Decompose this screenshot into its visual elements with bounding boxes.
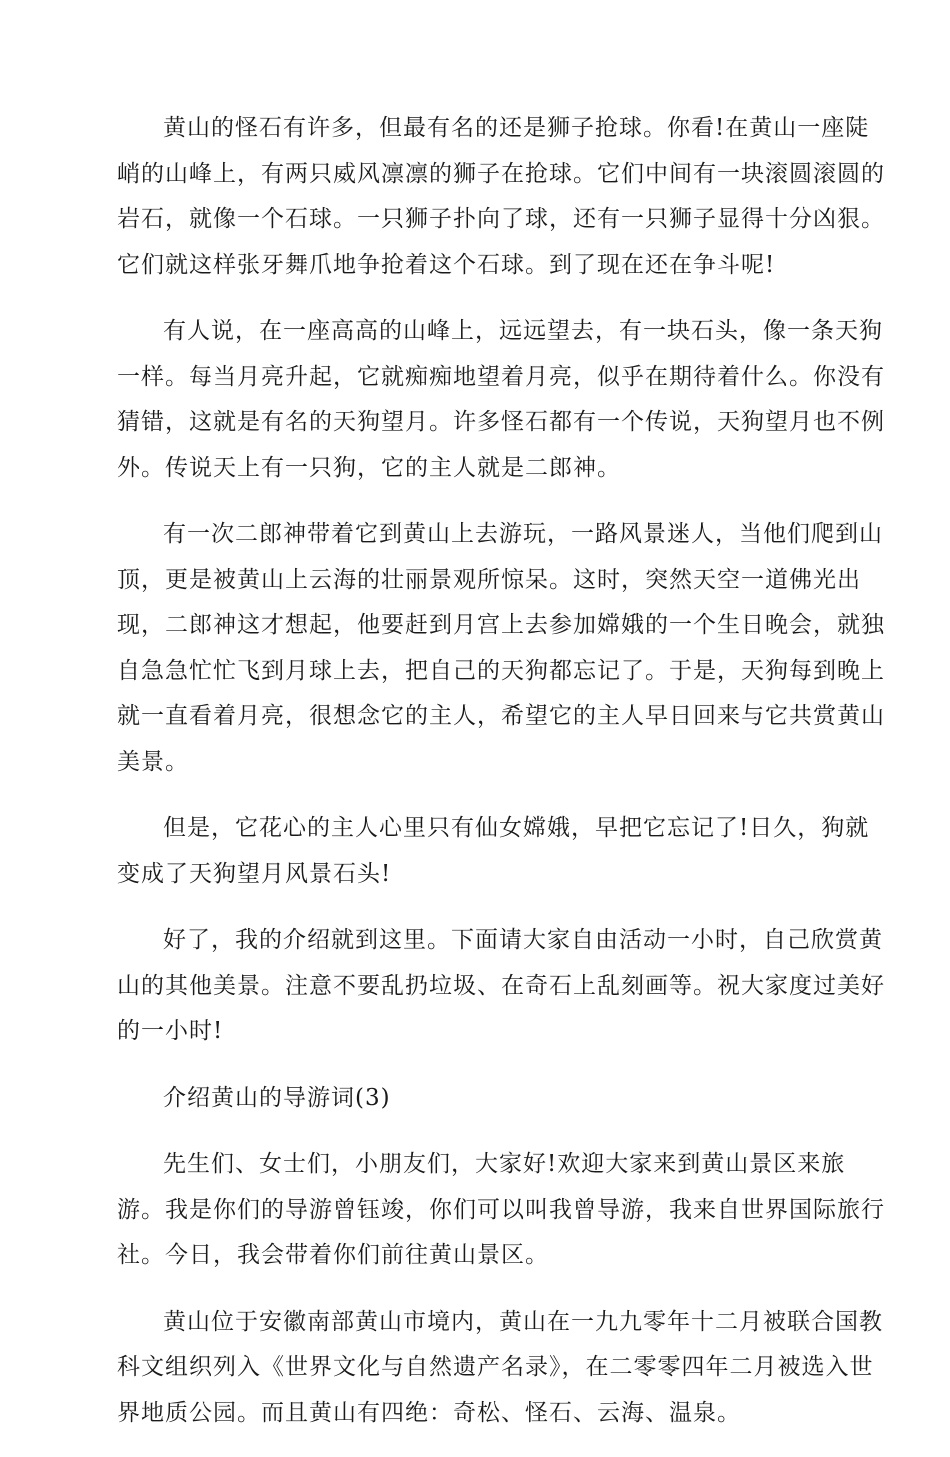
- paragraph-line: 就一直看着月亮，很想念它的主人，希望它的主人早日回来与它共赏黄山: [117, 703, 885, 729]
- paragraph-line: 游。我是你们的导游曾钰竣，你们可以叫我曾导游，我来自世界国际旅行: [117, 1196, 885, 1223]
- paragraph-free-time: [117, 918, 885, 1055]
- paragraph-line: 自急急忙忙飞到月球上去，把自己的天狗都忘记了。于是，天狗每到晚上: [117, 657, 885, 684]
- paragraph-line: 有人说，在一座高高的山峰上，远远望去，有一块石头，像一条天狗: [163, 318, 883, 344]
- paragraph-line: 岩石，就像一个石球。一只狮子扑向了球，还有一只狮子显得十分凶狠。: [117, 206, 885, 232]
- paragraph-line: 它们就这样张牙舞爪地争抢着这个石球。到了现在还在争斗呢!: [117, 251, 776, 278]
- section-title: 介绍黄山的导游词(3): [163, 1084, 391, 1111]
- paragraph-erlang-shen: [117, 512, 885, 785]
- paragraph-line: 黄山的怪石有许多，但最有名的还是狮子抢球。你看!在黄山一座陡: [163, 115, 870, 141]
- paragraph-location: [117, 1300, 883, 1437]
- paragraph-line: 猜错，这就是有名的天狗望月。许多怪石都有一个传说，天狗望月也不例: [117, 409, 885, 435]
- paragraph-line: 先生们、女士们，小朋友们，大家好!欢迎大家来到黄山景区来旅: [163, 1151, 846, 1177]
- paragraph-lion-ball: [117, 106, 885, 288]
- paragraph-line: 一样。每当月亮升起，它就痴痴地望着月亮，似乎在期待着什么。你没有: [117, 363, 885, 390]
- paragraph-line: 界地质公园。而且黄山有四绝：奇松、怪石、云海、温泉。: [117, 1399, 741, 1426]
- paragraph-line: 有一次二郎神带着它到黄山上去游玩，一路风景迷人，当他们爬到山: [163, 521, 883, 547]
- paragraph-line: 好了，我的介绍就到这里。下面请大家自由活动一小时，自己欣赏黄: [163, 927, 883, 953]
- paragraph-line: 现，二郎神这才想起，他要赶到月宫上去参加嫦娥的一个生日晚会，就独: [117, 612, 885, 638]
- paragraph-line: 外。传说天上有一只狗，它的主人就是二郎神。: [117, 454, 621, 481]
- paragraph-line: 社。今日，我会带着你们前往黄山景区。: [117, 1242, 549, 1268]
- paragraph-line: 峭的山峰上，有两只威风凛凛的狮子在抢球。它们中间有一块滚圆滚圆的: [117, 160, 885, 187]
- paragraph-line: 的一小时!: [117, 1018, 224, 1044]
- paragraph-line: 美景。: [117, 748, 189, 775]
- paragraph-line: 顶，更是被黄山上云海的壮丽景观所惊呆。这时，突然天空一道佛光出: [117, 566, 861, 593]
- paragraph-line: 科文组织列入《世界文化与自然遗产名录》，在二零零四年二月被选入世: [117, 1354, 874, 1380]
- paragraph-welcome: [117, 1142, 885, 1279]
- paragraph-sky-dog: [117, 309, 885, 491]
- paragraph-line: 黄山位于安徽南部黄山市境内，黄山在一九九零年十二月被联合国教: [163, 1308, 883, 1335]
- section-heading: [117, 1076, 837, 1122]
- paragraph-forgotten: [117, 806, 870, 897]
- paragraph-line: 变成了天狗望月风景石头!: [117, 860, 392, 887]
- paragraph-line: 但是，它花心的主人心里只有仙女嫦娥，早把它忘记了!日久，狗就: [163, 815, 870, 841]
- paragraph-line: 山的其他美景。注意不要乱扔垃圾、在奇石上乱刻画等。祝大家度过美好: [117, 972, 885, 999]
- document-body: [117, 106, 885, 1457]
